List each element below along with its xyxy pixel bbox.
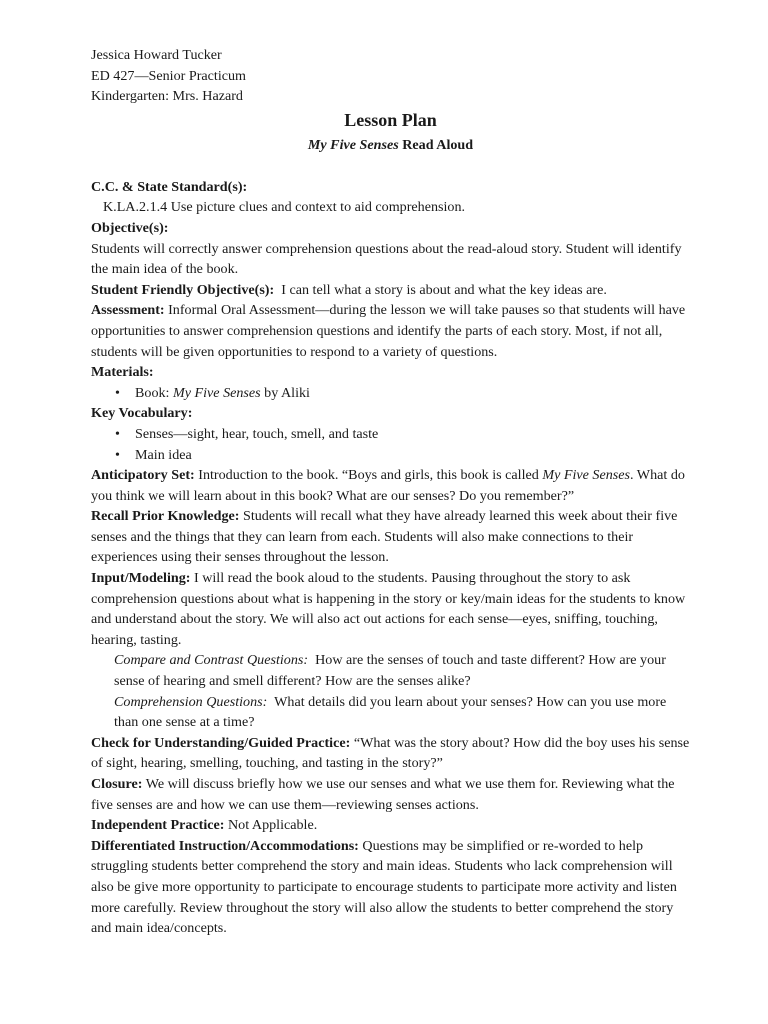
independent-section bbox=[91, 815, 690, 836]
page-subtitle bbox=[91, 135, 690, 155]
student-friendly-section bbox=[91, 280, 690, 301]
anticipatory-text-1: Introduction to the book. “Boys and girls, this book is called bbox=[194, 467, 543, 484]
independent-text: Not Applicable. bbox=[224, 817, 318, 834]
student-friendly-label: Student Friendly Objective(s): bbox=[91, 281, 275, 298]
anticipatory-text-2: . What do you think we will learn about in this book? What are our senses? Do you remember?” bbox=[91, 467, 685, 504]
objectives-text: Students will correctly answer comprehension questions about the read-aloud story. Student will identify the main idea of the book. bbox=[91, 240, 682, 278]
independent-label: Independent Practice: bbox=[91, 817, 225, 834]
page-title: Lesson Plan bbox=[344, 109, 437, 130]
standards-label: C.C. & State Standard(s): bbox=[91, 178, 248, 195]
differentiated-text: Questions may be simplified or re-worded to help struggling students better comprehend the story and main ideas. Students who lack comprehension will also be give more opportunity to participate to encourage students to participate more activity and listen more carefully. Review throughout the story will also allow the students to better comprehend the story and main idea/concepts. bbox=[91, 837, 677, 937]
check-section bbox=[91, 733, 690, 774]
recall-section bbox=[91, 506, 690, 568]
vocabulary-item: • Main idea bbox=[113, 445, 690, 466]
anticipatory-label: Anticipatory Set: bbox=[91, 467, 195, 484]
compare-questions-text: How are the senses of touch and taste different? How are your sense of hearing and smell different? How are the senses alike? bbox=[114, 652, 670, 690]
assessment-label: Assessment: bbox=[91, 302, 165, 319]
standards-text: K.LA.2.1.4 Use picture clues and context to aid comprehension. bbox=[103, 199, 466, 216]
input-modeling-text: I will read the book aloud to the students. Pausing throughout the story to ask comprehension questions about what is happening in the story or key/main ideas for the students to know and understand about the story. We will also act out actions for each sense—eyes, sniffing, touching, hearing, tasting. bbox=[91, 570, 686, 648]
assessment-text: Informal Oral Assessment—during the lesson we will take pauses so that students will have opportunities to answer comprehension questions and identify the parts of each story. Most, if not all, students will be given opportunities to respond to a variety of questions. bbox=[91, 302, 686, 360]
closure-text: We will discuss briefly how we use our senses and what we use them for. Reviewing what the five senses are and how we can use them—reviewing senses actions. bbox=[91, 776, 675, 813]
recall-text: Students will recall what they have already learned this week about their five senses and the things that they can learn from each. Students will also make connections to their experiences using their senses throughout the lesson. bbox=[91, 508, 678, 566]
comprehension-questions-text: What details did you learn about your senses? How can you use more than one sense at a time? bbox=[114, 693, 670, 731]
document-header bbox=[91, 45, 690, 107]
author-name: Jessica Howard Tucker bbox=[91, 47, 222, 63]
check-text: “What was the story about? How did the boy uses his sense of sight, hearing, smelling, touching, and tasting in the story?” bbox=[91, 734, 690, 772]
materials-label: Materials: bbox=[91, 364, 154, 381]
closure-label: Closure: bbox=[91, 776, 143, 792]
differentiated-label: Differentiated Instruction/Accommodations: bbox=[91, 837, 359, 854]
anticipatory-book-title: My Five Senses bbox=[542, 467, 630, 484]
subtitle-rest: Read Aloud bbox=[398, 136, 474, 153]
comprehension-questions-label: Comprehension Questions: bbox=[114, 693, 268, 710]
vocabulary-item: • Senses—sight, hear, touch, smell, and taste bbox=[113, 424, 690, 445]
vocabulary-label: Key Vocabulary: bbox=[91, 405, 193, 422]
class-name: Kindergarten: Mrs. Hazard bbox=[91, 88, 243, 105]
closure-section bbox=[91, 774, 690, 815]
assessment-section bbox=[91, 300, 690, 362]
vocabulary-list bbox=[91, 424, 690, 465]
materials-list bbox=[91, 383, 690, 404]
differentiated-section bbox=[91, 836, 690, 939]
materials-item bbox=[113, 383, 690, 404]
comprehension-questions bbox=[91, 692, 690, 733]
check-label: Check for Understanding/Guided Practice: bbox=[91, 734, 351, 751]
course-name: ED 427—Senior Practicum bbox=[91, 67, 247, 84]
compare-questions bbox=[91, 650, 690, 691]
objectives-label: Objective(s): bbox=[91, 219, 169, 236]
anticipatory-section bbox=[91, 465, 690, 506]
materials-book-title: My Five Senses bbox=[172, 384, 261, 401]
recall-label: Recall Prior Knowledge: bbox=[91, 508, 240, 525]
materials-item-prefix: Book: bbox=[135, 384, 173, 401]
student-friendly-text: I can tell what a story is about and what the key ideas are. bbox=[274, 281, 607, 298]
input-modeling-section bbox=[91, 568, 690, 650]
input-modeling-label: Input/Modeling: bbox=[91, 570, 191, 587]
materials-item-suffix: by Aliki bbox=[260, 384, 310, 401]
compare-questions-label: Compare and Contrast Questions: bbox=[114, 652, 309, 669]
subtitle-book-title: My Five Senses bbox=[307, 136, 399, 153]
